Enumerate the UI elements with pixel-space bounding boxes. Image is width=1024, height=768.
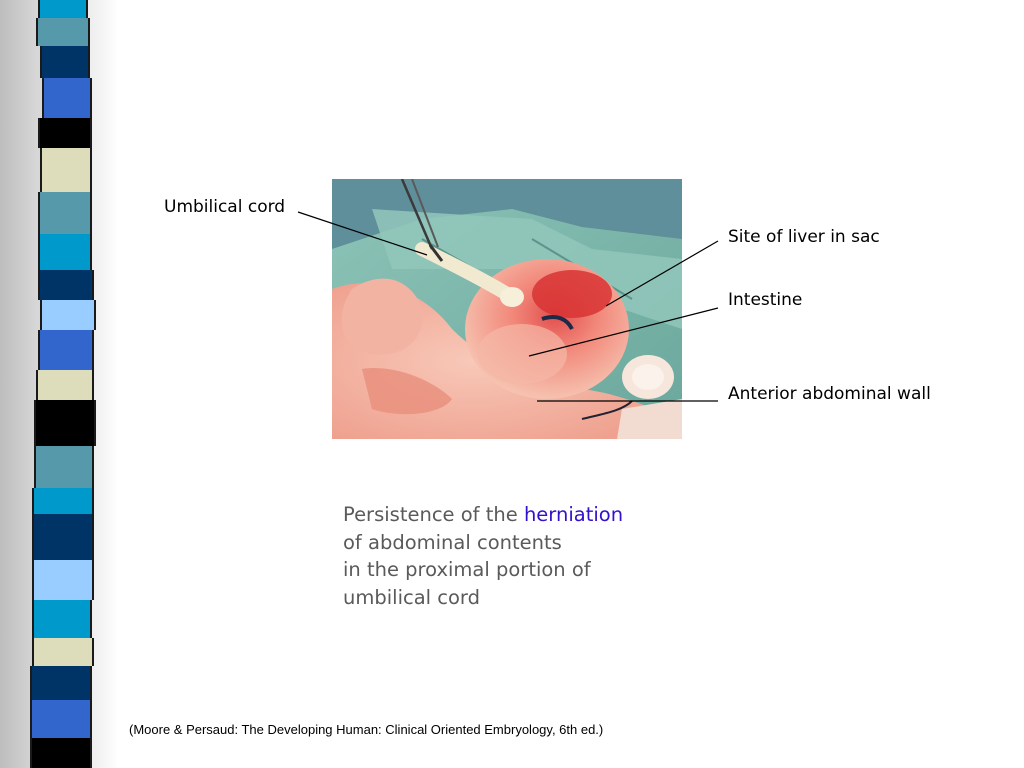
decor-block [34,446,94,488]
decor-block [32,514,94,560]
decor-block [32,488,94,514]
decor-block [38,270,94,300]
caption-line-3: in the proximal portion of [343,558,591,581]
decor-block [38,192,92,234]
figure-caption [343,501,623,611]
caption-line-2: of abdominal contents [343,530,562,554]
caption-line-4: umbilical cord [343,585,480,609]
label-liver-site: Site of liver in sac [728,227,880,247]
decor-block [38,330,94,370]
label-abdominal-wall: Anterior abdominal wall [728,384,931,404]
caption-line-1-prefix: Persistence of the [343,503,524,526]
decor-block [36,18,90,46]
caption-line-1 [343,501,623,529]
decor-block [40,148,92,192]
decor-block [32,600,92,638]
decorative-block-column [0,0,118,768]
specimen-photo [332,179,682,439]
decor-block [40,300,96,330]
citation-reference: (Moore & Persaud: The Developing Human: Clinical Oriented Embryology, 6th ed.) [129,722,604,737]
caption-highlight-herniation: herniation [523,503,624,526]
decor-block [40,46,90,78]
decor-block [42,78,92,118]
decor-block [30,700,92,738]
label-umbilical-cord: Umbilical cord [164,197,286,217]
decor-block [38,0,88,18]
decor-block [38,118,92,148]
decor-block [36,370,94,400]
decor-block [30,666,92,700]
decor-block [34,400,96,446]
label-intestine: Intestine [728,290,803,310]
decor-block [32,638,94,666]
decor-block [32,560,94,600]
decor-block [38,234,92,270]
decor-block [30,738,92,768]
specimen-photo-illustration [332,179,682,439]
